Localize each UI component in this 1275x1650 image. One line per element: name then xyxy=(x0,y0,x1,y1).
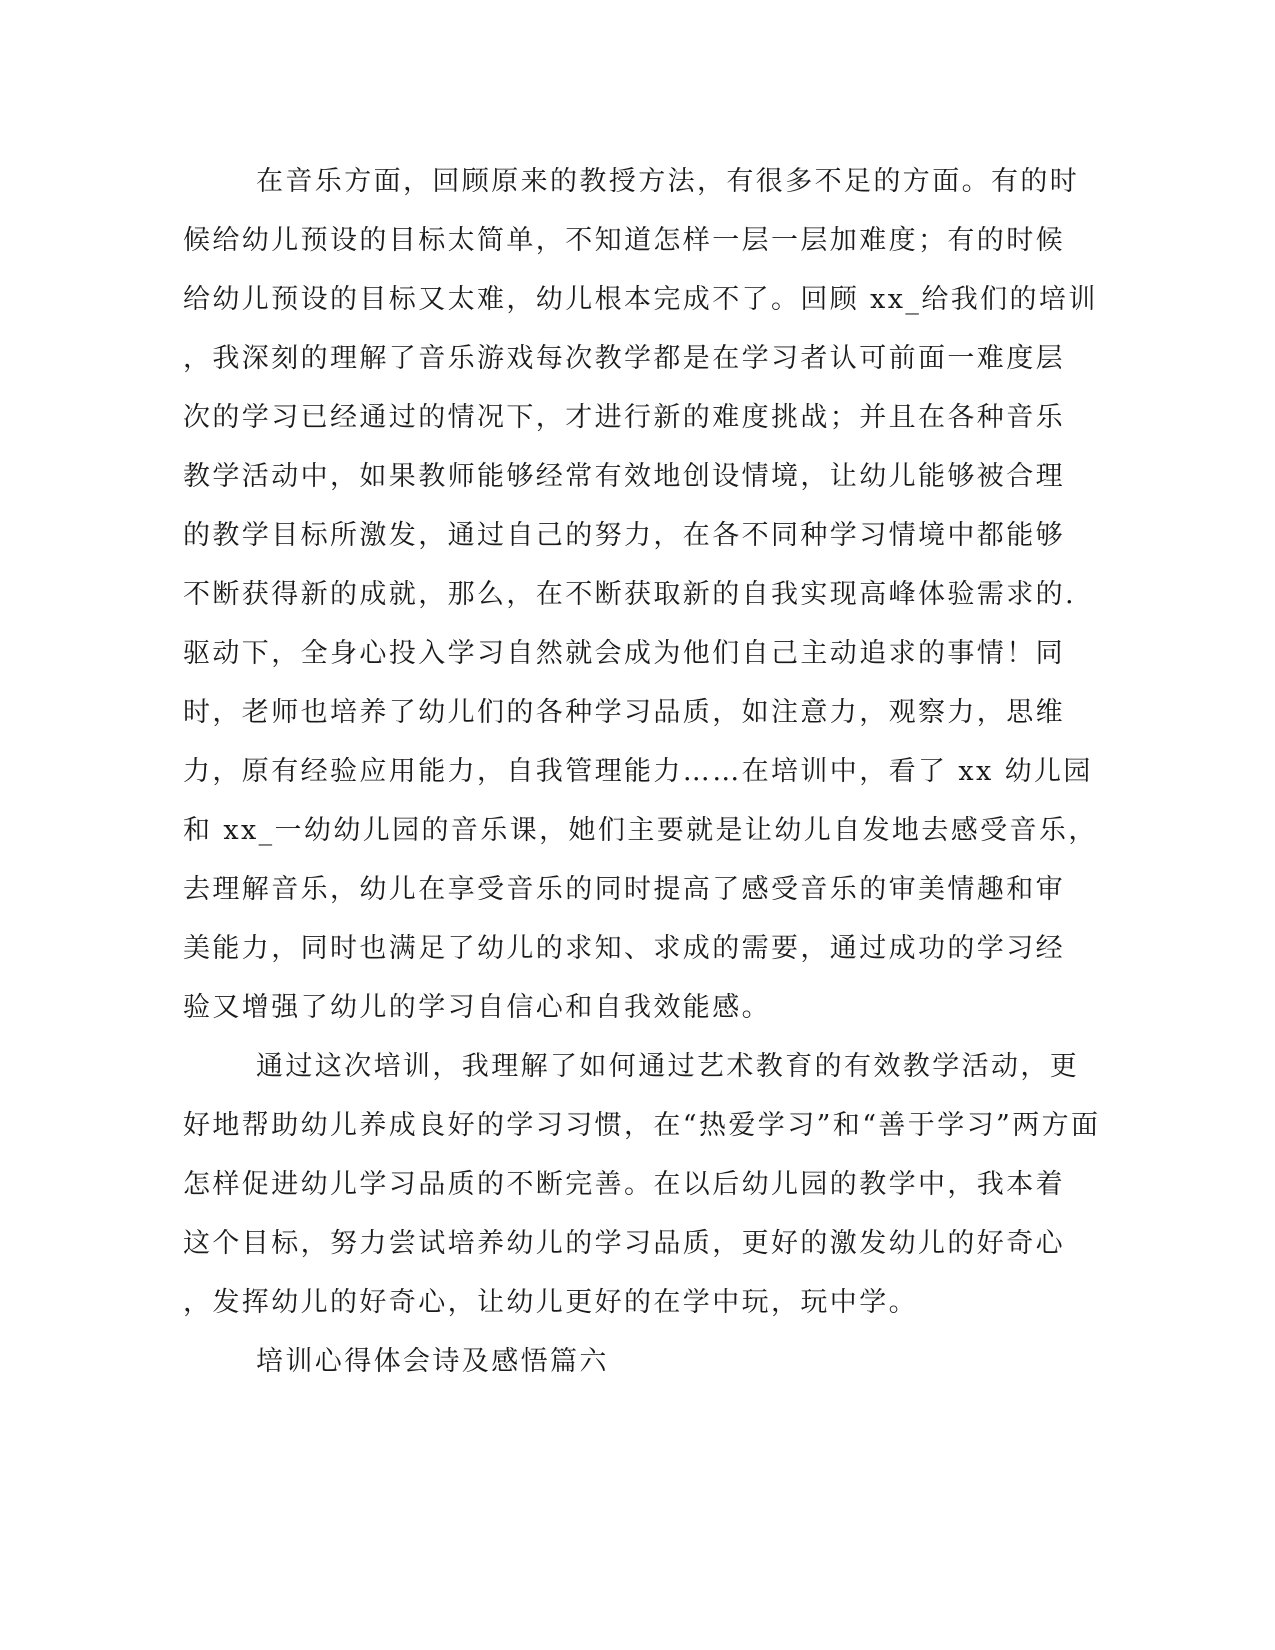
text-line: ，我深刻的理解了音乐游戏每次教学都是在学习者认可前面一难度层 xyxy=(183,343,1065,374)
text-line: 候给幼儿预设的目标太简单，不知道怎样一层一层加难度；有的时候 xyxy=(183,225,1065,256)
text-line: 力，原有经验应用能力，自我管理能力……在培训中，看了 xx 幼儿园 xyxy=(183,756,1093,787)
text-line: 这个目标，努力尝试培养幼儿的学习品质，更好的激发幼儿的好奇心 xyxy=(183,1228,1065,1259)
text-line: 通过这次培训，我理解了如何通过艺术教育的有效教学活动，更 xyxy=(256,1051,1080,1082)
text-line: 不断获得新的成就，那么，在不断获取新的自我实现高峰体验需求的. xyxy=(183,579,1076,610)
text-line: 给幼儿预设的目标又太难，幼儿根本完成不了。回顾 xx_给我们的培训 xyxy=(183,284,1098,315)
text-line: 和 xx_一幼幼儿园的音乐课，她们主要就是让幼儿自发地去感受音乐， xyxy=(183,815,1098,846)
text-line: 怎样促进幼儿学习品质的不断完善。在以后幼儿园的教学中，我本着 xyxy=(183,1169,1065,1200)
text-line: 在音乐方面，回顾原来的教授方法，有很多不足的方面。有的时 xyxy=(256,166,1080,197)
text-line: 验又增强了幼儿的学习自信心和自我效能感。 xyxy=(183,992,771,1023)
text-line: 时，老师也培养了幼儿们的各种学习品质，如注意力，观察力，思维 xyxy=(183,697,1065,728)
text-line: 的教学目标所激发，通过自己的努力，在各不同种学习情境中都能够 xyxy=(183,520,1065,551)
text-line: 好地帮助幼儿养成良好的学习习惯，在“热爱学习”和“善于学习”两方面 xyxy=(183,1110,1101,1141)
text-line: 次的学习已经通过的情况下，才进行新的难度挑战；并且在各种音乐 xyxy=(183,402,1065,433)
text-line: 去理解音乐，幼儿在享受音乐的同时提高了感受音乐的审美情趣和审 xyxy=(183,874,1065,905)
text-line: 驱动下，全身心投入学习自然就会成为他们自己主动追求的事情！同 xyxy=(183,638,1065,669)
text-line: 美能力，同时也满足了幼儿的求知、求成的需要，通过成功的学习经 xyxy=(183,933,1065,964)
text-line: 教学活动中，如果教师能够经常有效地创设情境，让幼儿能够被合理 xyxy=(183,461,1065,492)
section-heading: 培训心得体会诗及感悟篇六 xyxy=(256,1346,609,1377)
text-line: ，发挥幼儿的好奇心，让幼儿更好的在学中玩，玩中学。 xyxy=(183,1287,918,1318)
